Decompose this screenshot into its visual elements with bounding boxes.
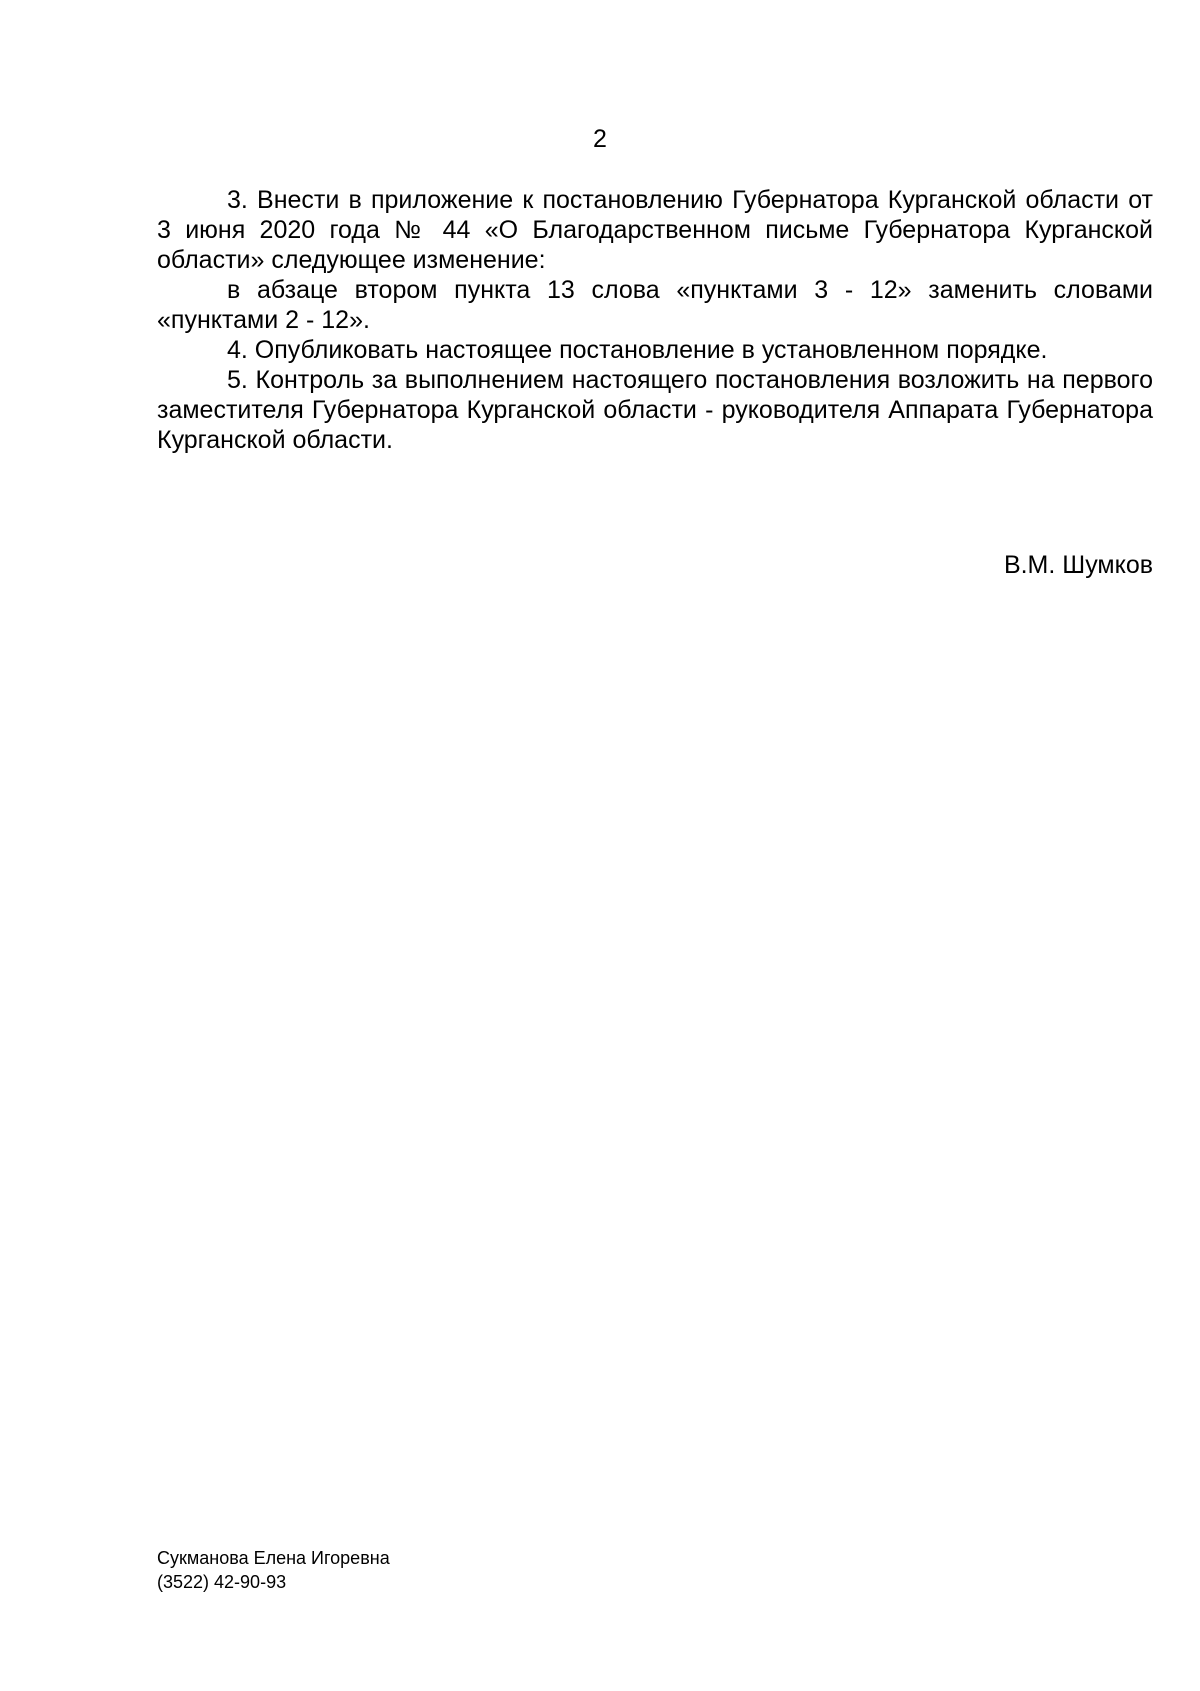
paragraph-item-4: 4. Опубликовать настоящее постановление в установленном порядке. [227,336,1048,364]
signature-name: В.М. Шумков [1003,551,1153,579]
page-number: 2 [593,125,607,153]
paragraph-item-3: 3. Внести в приложение к постановлению Губернатора Курганской области от 3 июня 2020 года № 44 «О Благодарственном письме Губернатора Курганской области» следующее изменение: [157,186,1153,274]
executor-phone: (3522) 42-90-93 [157,1572,287,1592]
document-body [157,185,1153,455]
executor-block [157,1546,390,1594]
executor-name: Сукманова Елена Игоревна [157,1548,390,1568]
paragraph-amendment: в абзаце втором пункта 13 слова «пунктами 3 - 12» заменить словами «пунктами 2 - 12». [157,276,1153,334]
paragraph-item-5: 5. Контроль за выполнением настоящего постановления возложить на первого заместителя Губернатора Курганской области - руководителя Аппарата Губернатора Курганской области. [157,366,1153,454]
